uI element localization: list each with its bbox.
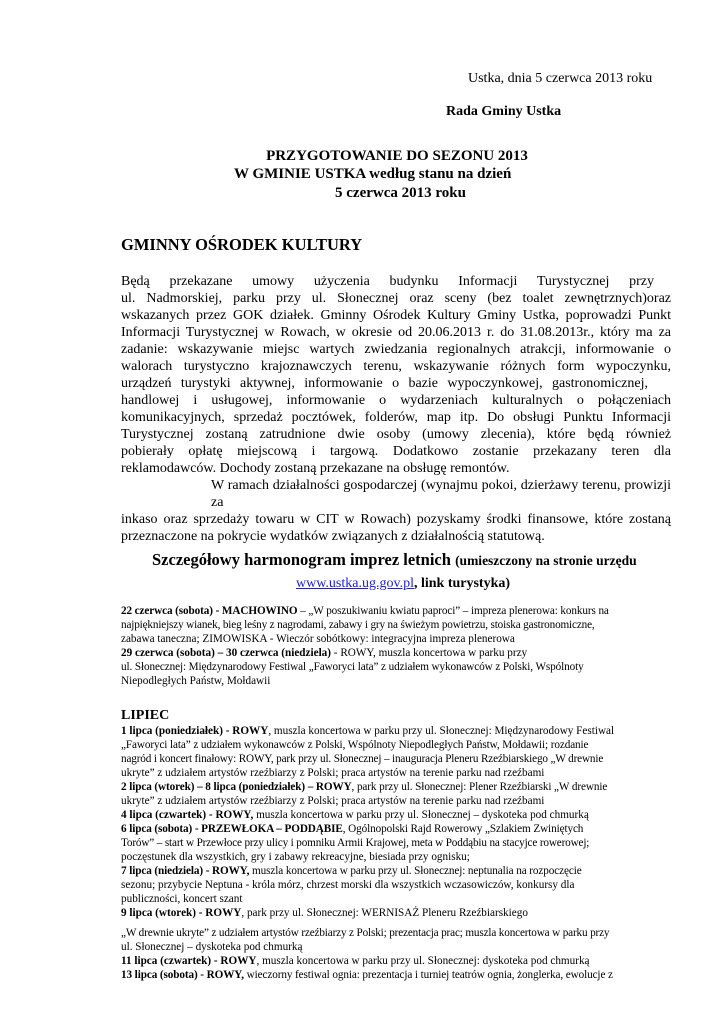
event-line: 13 lipca (sobota) - ROWY, wieczorny festiwal ognia: prezentacja i turniej teatrów ognia, żonglerka, ewolucje z xyxy=(121,969,613,981)
title-line-2: W GMINIE USTKA według stanu na dzień xyxy=(234,166,512,182)
text-line: przeznaczone na pokrycie wydatków związanych z działalnością statutową. xyxy=(121,529,545,544)
place-date: Ustka, dnia 5 czerwca 2013 roku xyxy=(468,71,653,86)
event-line: „W drewnie ukryte” z udziałem artystów rzeźbiarzy z Polski; prezentacja prac; muszla koncertowa w parku przy xyxy=(121,927,610,939)
event-line: 22 czerwca (sobota) - MACHOWINO – „W poszukiwaniu kwiatu paproci” – impreza plenerowa: konkurs na xyxy=(121,605,609,617)
event-line: poczęstunek dla wszystkich, gry i zabawy rekreacyjne, biesiada przy ognisku; xyxy=(121,851,470,863)
schedule-link-line xyxy=(296,575,510,592)
schedule-heading xyxy=(152,550,637,571)
text-line: pobierały opłatę miejscową i targową. Dodatkowo zostanie przekazany teren dla xyxy=(121,444,671,459)
event-line: 4 lipca (czwartek) - ROWY, muszla koncertowa w parku przy ul. Słonecznej – dyskoteka pod chmurką xyxy=(121,809,589,821)
event-line: ul. Słonecznej: Międzynarodowy Festiwal „Faworyci lata” z udziałem wykonawców z Polski, Wspólnoty xyxy=(121,661,584,673)
title-line-3: 5 czerwca 2013 roku xyxy=(335,185,466,201)
text-line: komunikacyjnych, sprzedaż pocztówek, folderów, map itp. Do obsługi Punktu Informacji xyxy=(121,410,671,425)
event-line: ul. Słonecznej – dyskoteka pod chmurką xyxy=(121,941,303,953)
event-line: nagród i koncert finałowy: ROWY, park przy ul. Słonecznej – inauguracja Pleneru Rzeźbiarskiego „W drewnie xyxy=(121,753,604,765)
event-line: zabawa taneczna; ZIMOWISKA - Wieczór sobótkowy: integracyjna impreza plenerowa xyxy=(121,633,515,645)
event-line: sezonu; przybycie Neptuna - króla mórz, chrzest morski dla wszystkich wczasowiczów, konkursy dla xyxy=(121,879,575,891)
text-line: handlowej i usługowej, informowanie o wydarzeniach kulturalnych o połączeniach xyxy=(121,393,671,408)
event-line: ukryte” z udziałem artystów rzeźbiarzy z Polski; praca artystów na terenie parku nad rzeźbami xyxy=(121,767,545,779)
text-line: urządzeń turystyki aktywnej, informowanie o bazie wypoczynkowej, gastronomicznej, xyxy=(121,376,648,391)
event-line: Torów” – start w Przewłoce przy ulicy i pomniku Armii Krajowej, meta w Poddąbiu na stacyjce rowerowej; xyxy=(121,837,590,849)
text-line: reklamodawców. Dochody zostaną przekazane na obsługę remontów. xyxy=(121,461,510,476)
event-line: najpiękniejszy wianek, bieg leśny z nagrodami, zabawy i gry na świeżym powietrzu, stoiska gastronomiczne, xyxy=(121,619,595,631)
schedule-heading-note: (umieszczony na stronie urzędu xyxy=(455,553,637,568)
event-line: 1 lipca (poniedziałek) - ROWY, muszla koncertowa w parku przy ul. Słonecznej: Międzynarodowy Festiwal xyxy=(121,725,615,737)
june-events xyxy=(121,604,609,688)
text-line: W ramach działalności gospodarczej (wynajmu pokoi, dzierżawy terenu, prowizji za xyxy=(211,478,671,510)
gok-paragraph-2 xyxy=(121,477,671,545)
event-line: publiczności, koncert szant xyxy=(121,893,243,905)
event-line: 2 lipca (wtorek) – 8 lipca (poniedziałek) – ROWY, park przy ul. Słonecznej: Plener Rzeźbiarski „W drewnie xyxy=(121,781,608,793)
section-heading-gok: GMINNY OŚRODEK KULTURY xyxy=(121,235,363,254)
event-line: 6 lipca (sobota) - PRZEWŁOKA – PODDĄBIE, Ogólnopolski Rajd Rowerowy „Szlakiem Zwiniętych xyxy=(121,823,584,835)
text-line: Będą przekazane umowy użyczenia budynku Informacji Turystycznej przy xyxy=(121,274,654,289)
text-line: inkaso oraz sprzedaży towaru w CIT w Rowach) pozyskamy środki finansowe, które zostaną xyxy=(121,512,671,527)
event-line: Niepodległych Państw, Mołdawii xyxy=(121,675,271,687)
text-line: wskazanych przez GOK działek. Gminny Ośrodek Kultury Gminy Ustka, poprowadzi Punkt xyxy=(121,308,671,323)
text-line: Turystycznej zostaną zatrudnione dwie osoby (umowy zlecenia), które będą również xyxy=(121,427,671,442)
text-line: walorach turystyczno krajoznawczych terenu, wskazywanie różnych form wypoczynku, xyxy=(121,359,671,374)
gok-paragraph-1 xyxy=(121,273,671,477)
event-line: 9 lipca (wtorek) - ROWY, park przy ul. Słonecznej: WERNISAŻ Pleneru Rzeźbiarskiego xyxy=(121,907,528,919)
text-line: Informacji Turystycznej w Rowach, w okresie od 20.06.2013 r. do 31.08.2013r., który ma za xyxy=(121,325,671,340)
title-line-1: PRZYGOTOWANIE DO SEZONU 2013 xyxy=(266,148,528,164)
text-line: zadanie: wskazywanie miejsc wartych zwiedzania regionalnych atrakcji, informowanie o xyxy=(121,342,671,357)
event-line: 29 czerwca (sobota) – 30 czerwca (niedziela) - ROWY, muszla koncertowa w parku przy xyxy=(121,647,528,659)
schedule-link-suffix: , link turystyka) xyxy=(413,576,511,591)
text-line: ul. Nadmorskiej, parku przy ul. Słonecznej oraz sceny (bez toalet zewnętrznych)oraz xyxy=(121,291,671,306)
month-heading-july: LIPIEC xyxy=(121,708,170,723)
event-line: ukryte” z udziałem artystów rzeźbiarzy z Polski; praca artystów na terenie parku nad rzeźbami xyxy=(121,795,545,807)
july-events xyxy=(121,724,614,982)
event-line: „Faworyci lata” z udziałem wykonawców z Polski, Wspólnoty Niepodległych Państw, Mołdawii; rozdanie xyxy=(121,739,589,751)
event-line: 7 lipca (niedziela) - ROWY, muszla koncertowa w parku przy ul. Słonecznej: neptunalia na rozpoczęcie xyxy=(121,865,582,877)
schedule-heading-text: Szczegółowy harmonogram imprez letnich xyxy=(152,550,451,569)
ustka-website-link[interactable]: www.ustka.ug.gov.pl xyxy=(296,576,414,591)
event-line: 11 lipca (czwartek) - ROWY, muszla koncertowa w parku przy ul. Słonecznej: dyskoteka pod chmurką xyxy=(121,955,590,967)
addressee: Rada Gminy Ustka xyxy=(446,104,562,119)
